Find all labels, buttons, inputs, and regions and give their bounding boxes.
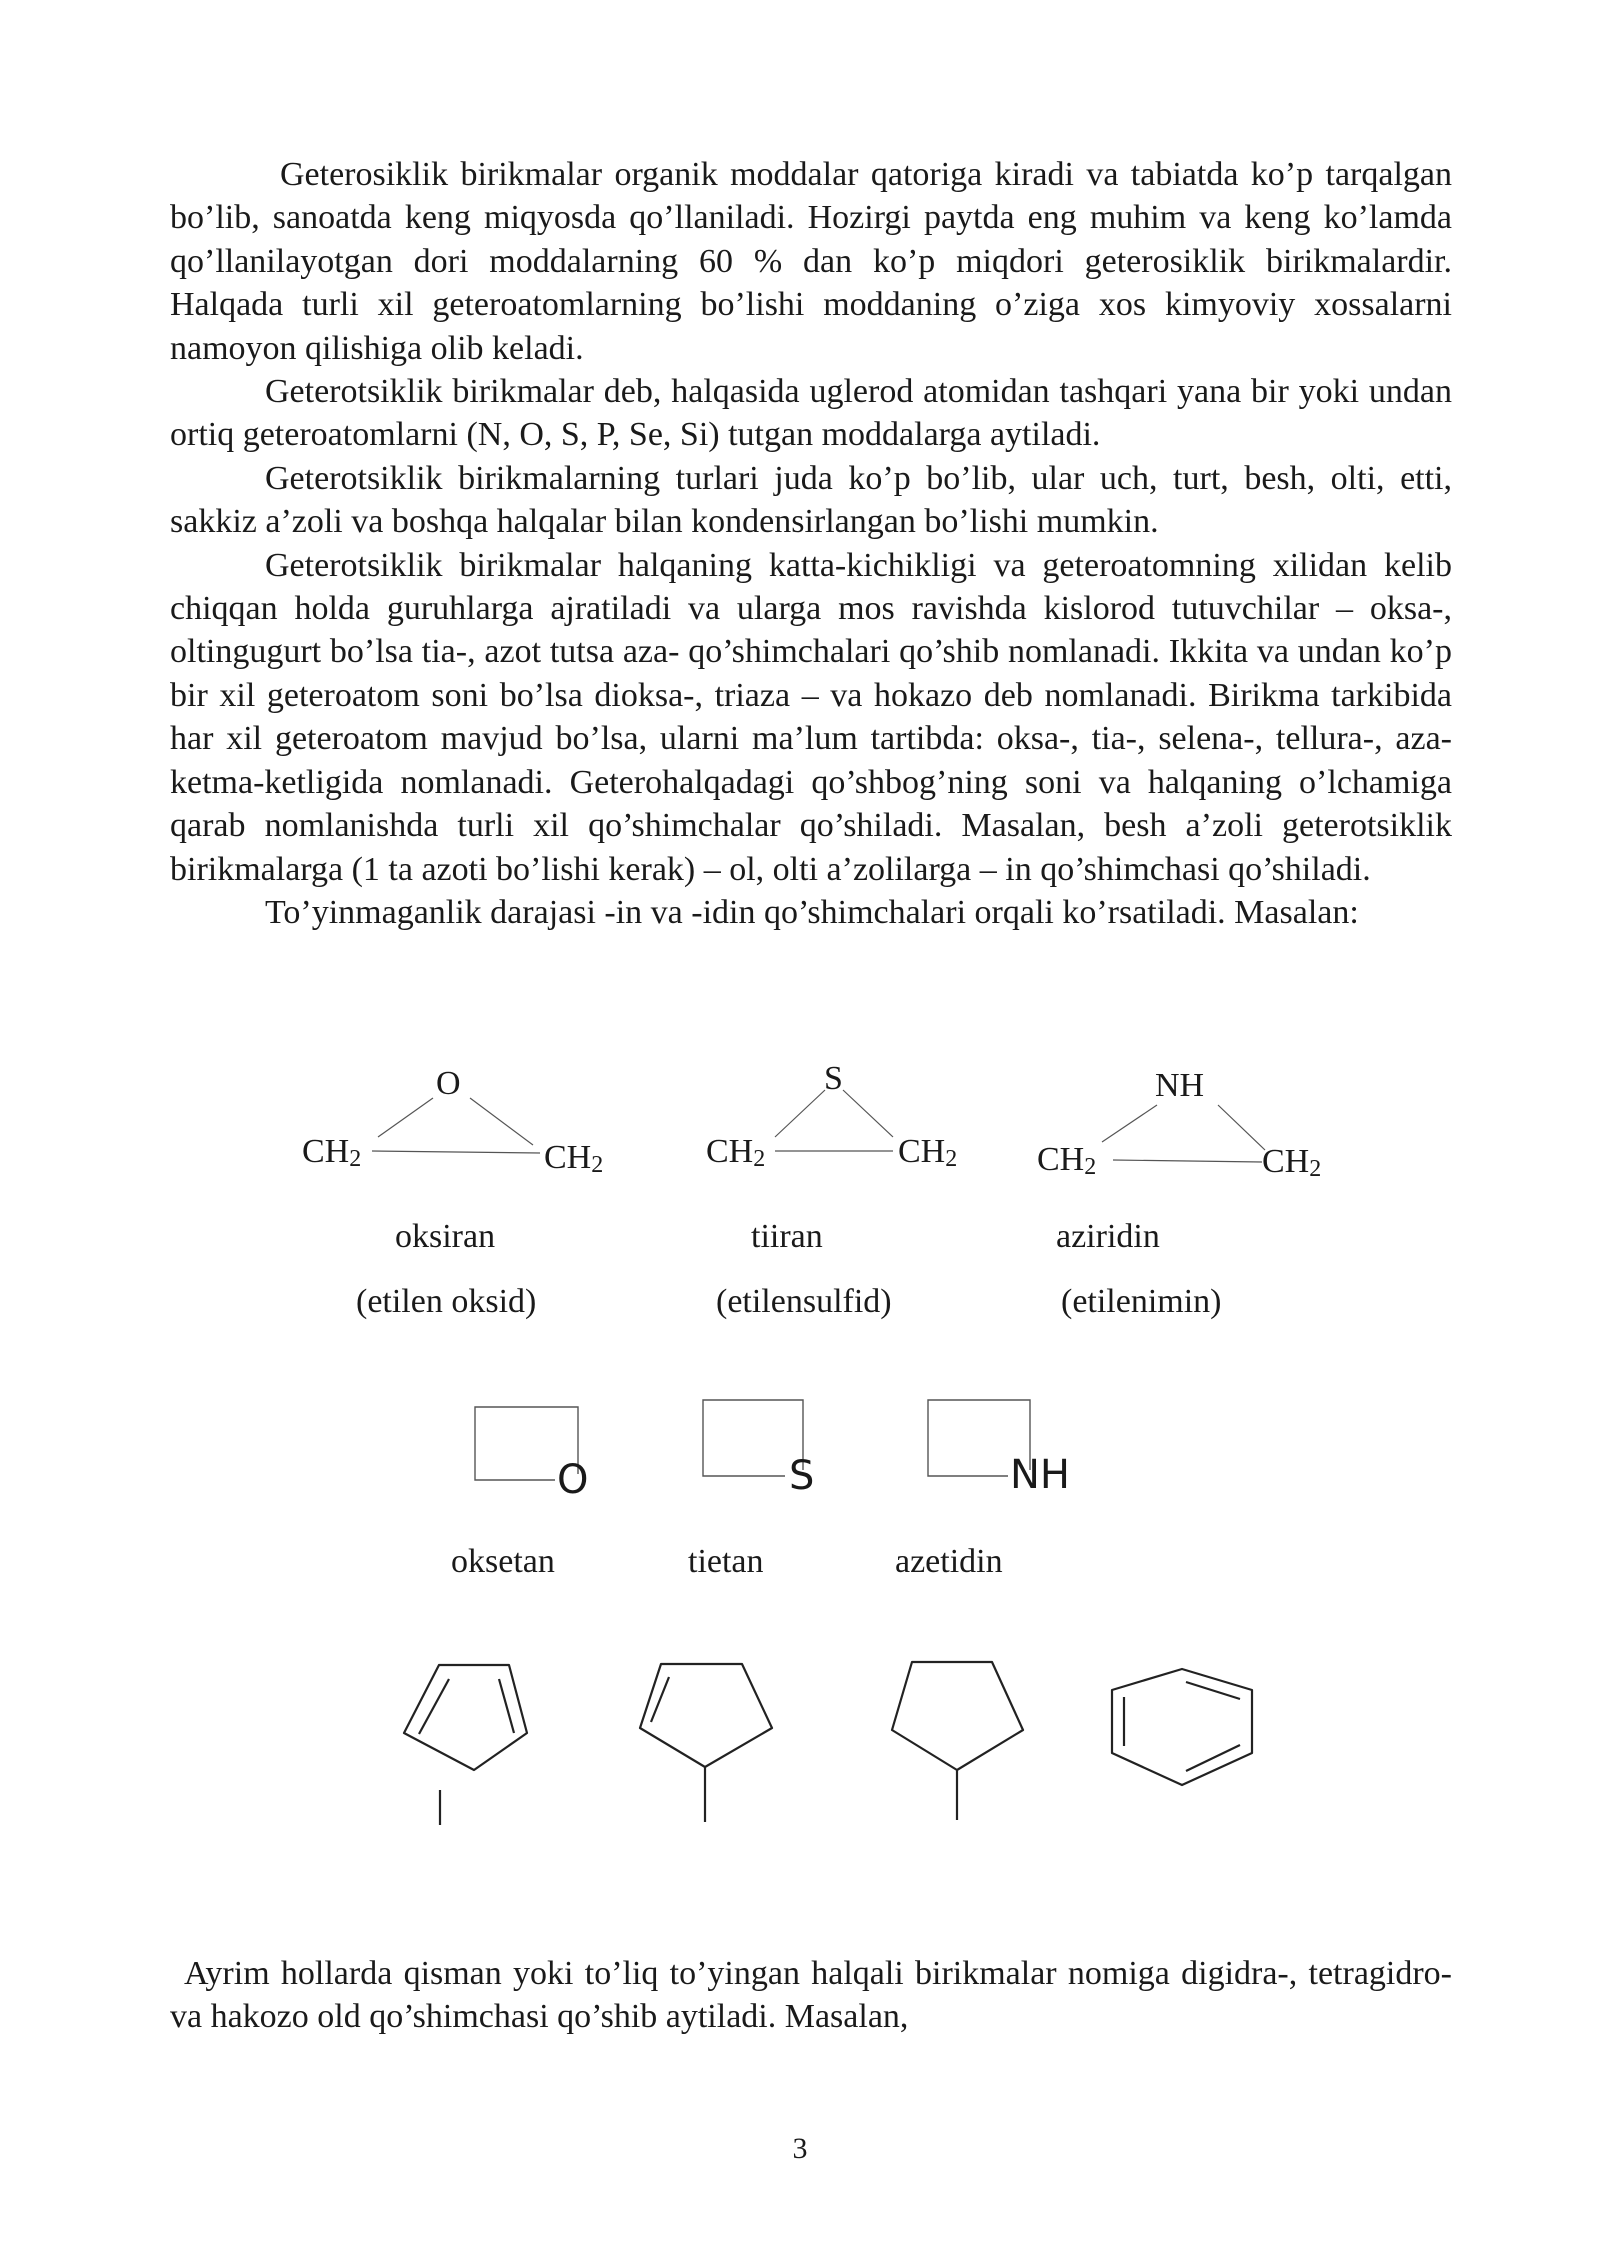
oksetan-name: oksetan: [451, 1543, 555, 1580]
azetidin-name: azetidin: [895, 1543, 1003, 1580]
three-membered-bonds: [372, 1090, 1265, 1162]
ring-4-hexagon: [1112, 1669, 1252, 1785]
paragraph-1: Geterosiklik birikmalar organik moddalar qatoriga kiradi va tabiatda ko’p tarqalgan bo’lib, sanoatda keng miqyosda qo’llaniladi. Hozirgi paytda eng muhim va keng ko’lamda qo’llanilayotgan dori moddalarning 60 % dan ko’p miqdori geterosiklik birikmalardir. Halqada turli xil geteroatomlarning bo’lishi moddaning o’ziga xos kimyoviy xossalarni namoyon qilishiga olib keladi.: [170, 156, 1452, 367]
aziridin-bond-bottom: [1113, 1160, 1262, 1162]
ring-1-double-bond-right: [499, 1679, 514, 1733]
tiiran-right-group: $CH_2$: [898, 1133, 958, 1172]
tietan-name: tietan: [688, 1543, 764, 1580]
aziridin-alt-name: (etilenimin): [1061, 1283, 1222, 1320]
ring-2-pentagon: [640, 1664, 772, 1767]
tiiran-bond-left: [775, 1090, 825, 1137]
paragraph-4: Geterotsiklik birikmalar halqaning katta-kichikligi va geteroatomning xilidan kelib chiqqan holda guruhlarga ajratiladi va ularga mos ravishda kislorod tutuvchilar – oksa-, oltingugurt bo’lsa tia-, azot tutsa aza- qo’shimchalari qo’shib nomlanadi. Ikkita va undan ko’p bir xil geteroatom soni bo’lsa dioksa-, triaza – va hokazo deb nomlanadi. Birikma tarkibida har xil geteroatom mavjud bo’lsa, ularni ma’lum tartibda: oksa-, tia-, selena-, tellura-, aza- ketma-ketligida nomlanadi. Geterohalqadagi qo’shbog’ning soni va halqaning o’lchamiga qarab nomlanishda turli xil qo’shimchalar qo’shiladi. Masalan, besh a’zoli geterotsiklik birikmalarga (1 ta azoti bo’lishi kerak) – ol, olti a’zolilarga – in qo’shimchasi qo’shiladi.: [170, 546, 1452, 888]
aziridin-bond-left: [1102, 1105, 1157, 1142]
oksiran-name: oksiran: [395, 1218, 496, 1255]
tietan-heteroatom: S: [789, 1453, 815, 1499]
aziridin-left-group: $CH_2$: [1037, 1141, 1097, 1180]
ring-1-pentagon: [404, 1665, 527, 1770]
ring-3-pentagon: [892, 1662, 1023, 1770]
oksiran-left-group: $CH_2$: [302, 1133, 362, 1172]
azetidin-heteroatom: NH: [1010, 1452, 1070, 1498]
oksiran-top-atom: O: [436, 1065, 461, 1102]
paragraph-final: Ayrim hollarda qisman yoki to’liq to’yingan halqali birikmalar nomiga digidra-, tetragidro- va hakozo old qo’shimchasi qo’shib aytiladi. Masalan,: [170, 1955, 1452, 2036]
oksiran-alt-name: (etilen oksid): [356, 1283, 537, 1320]
page-number: 3: [792, 2132, 808, 2165]
oksetan-heteroatom: O: [557, 1457, 589, 1503]
oksiran-right-group: $CH_2$: [544, 1139, 604, 1178]
ring-skeletons: [404, 1662, 1252, 1825]
tiiran-bond-right: [843, 1090, 893, 1137]
ring-4-double-bond-bottom: [1186, 1745, 1240, 1771]
ring-1-double-bond-left: [419, 1679, 449, 1734]
aziridin-top-group: NH: [1155, 1067, 1205, 1104]
aziridin-bond-right: [1218, 1105, 1265, 1150]
oksiran-bond-left: [378, 1098, 433, 1137]
tiiran-left-group: $CH_2$: [706, 1133, 766, 1172]
final-text: [170, 1952, 1452, 2039]
tiiran-alt-name: (etilensulfid): [716, 1283, 892, 1320]
tiiran-top-atom: S: [824, 1060, 843, 1097]
aziridin-name: aziridin: [1056, 1218, 1160, 1255]
paragraph-2: Geterotsiklik birikmalar deb, halqasida uglerod atomidan tashqari yana bir yoki undan ortiq geteroatomlarni (N, O, S, P, Se, Si) tutgan moddalarga aytiladi.: [170, 373, 1452, 454]
tiiran-name: tiiran: [751, 1218, 823, 1255]
paragraph-3: Geterotsiklik birikmalarning turlari juda ko’p bo’lib, ular uch, turt, besh, olti, etti, sakkiz a’zoli va boshqa halqalar bilan kondensirlangan bo’lishi mumkin.: [170, 459, 1452, 541]
oksiran-bond-bottom: [372, 1151, 540, 1153]
paragraph-5: To’yinmaganlik darajasi -in va -idin qo’shimchalari orqali ko’rsatiladi. Masalan:: [265, 893, 1359, 931]
aziridin-right-group: $CH_2$: [1262, 1143, 1322, 1182]
oksiran-bond-right: [470, 1098, 533, 1145]
tietan-ring: [703, 1400, 803, 1476]
